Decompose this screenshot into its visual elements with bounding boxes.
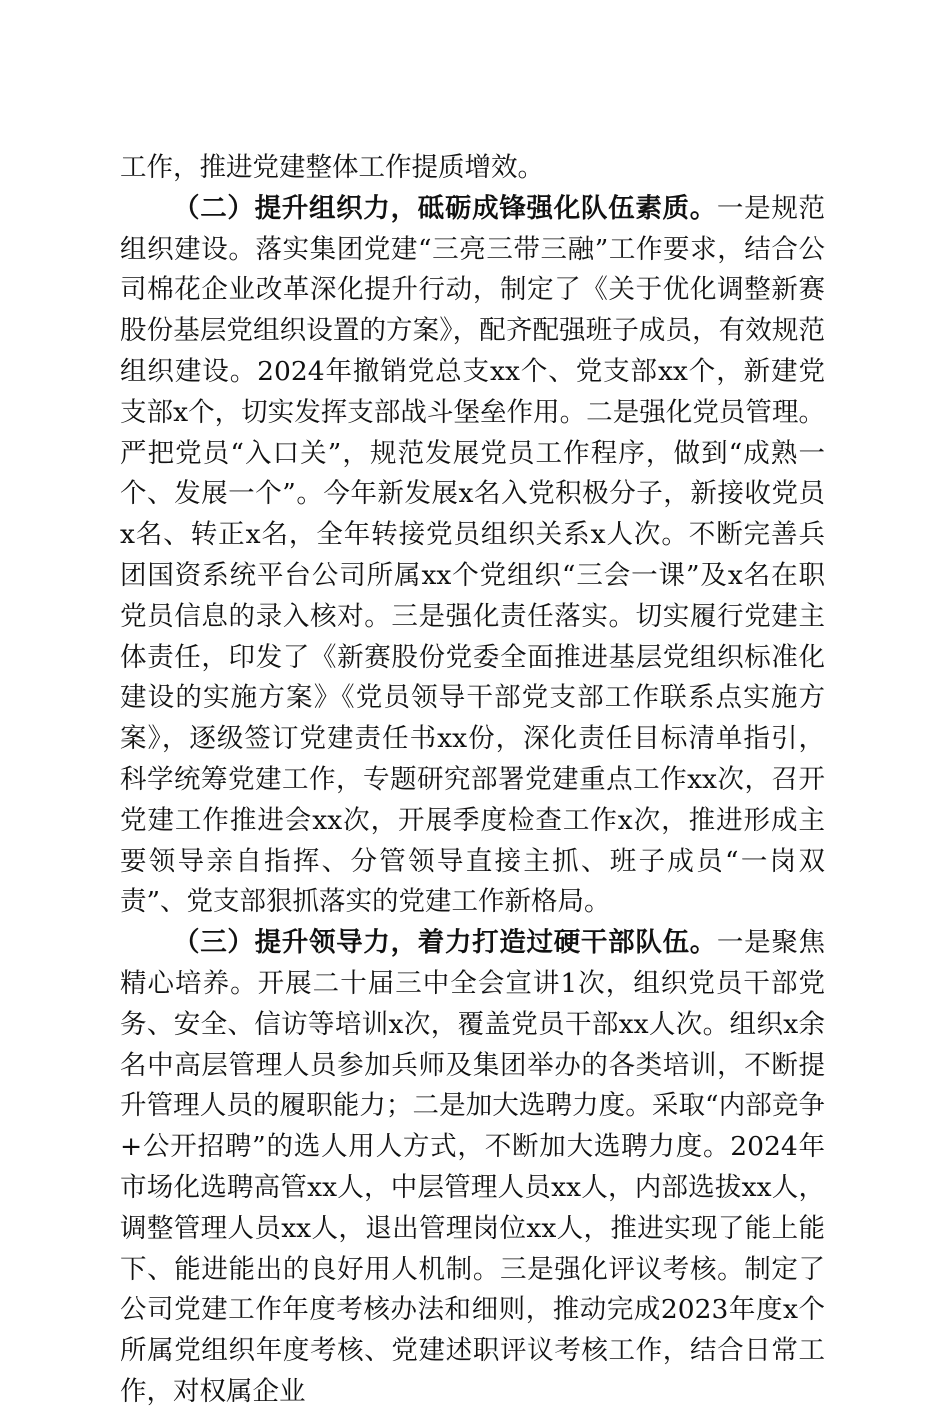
section-heading: （二）提升组织力，砥砺成锋强化队伍素质。: [173, 192, 717, 224]
paragraph-body: 一是规范组织建设。落实集团党建“三亮三带三融”工作要求，结合公司棉花企业改革深化提升行动，制定了《关于优化调整新赛股份基层党组织设置的方案》，配齐配强班子成员，有效规范组织建设。2024年撤销党总支xx个、党支部xx个，新建党支部x个，切实发挥支部战斗堡垒作用。二是强化党员管理。严把党员“入口关”，规范发展党员工作程序，做到“成熟一个、发展一个”。今年新发展x名入党积极分子，新接收党员x名、转正x名，全年转接党员组织关系x人次。不断完善兵团国资系统平台公司所属xx个党组织“三会一课”及x名在职党员信息的录入核对。三是强化责任落实。切实履行党建主体责任，印发了《新赛股份党委全面推进基层党组织标准化建设的实施方案》《党员领导干部党支部工作联系点实施方案》，逐级签订党建责任书xx份，深化责任目标清单指引，科学统筹党建工作，专题研究部署党建重点工作xx次，召开党建工作推进会xx次，开展季度检查工作x次，推进形成主要领导亲自指挥、分管领导直接主抓、班子成员“一岗双责”、党支部狠抓落实的党建工作新格局。: [120, 192, 826, 918]
paragraph-continuation: [120, 148, 825, 189]
document-body: [120, 148, 825, 1413]
paragraph-section-2: [120, 189, 825, 923]
paragraph-body: 一是聚焦精心培养。开展二十届三中全会宣讲1次，组织党员干部党务、安全、信访等培训x次，覆盖党员干部xx人次。组织x余名中高层管理人员参加兵师及集团举办的各类培训，不断提升管理人员的履职能力；二是加大选聘力度。采取“内部竞争+公开招聘”的选人用人方式，不断加大选聘力度。2024年市场化选聘高管xx人，中层管理人员xx人，内部选拔xx人，调整管理人员xx人，退出管理岗位xx人，推进实现了能上能下、能进能出的良好用人机制。三是强化评议考核。制定了公司党建工作年度考核办法和细则，推动完成2023年度x个所属党组织年度考核、党建述职评议考核工作，结合日常工作，对权属企业: [120, 927, 826, 1407]
section-heading: （三）提升领导力，着力打造过硬干部队伍。: [173, 927, 717, 959]
paragraph-section-3: [120, 923, 825, 1413]
paragraph-body: 工作，推进党建整体工作提质增效。: [120, 152, 544, 183]
